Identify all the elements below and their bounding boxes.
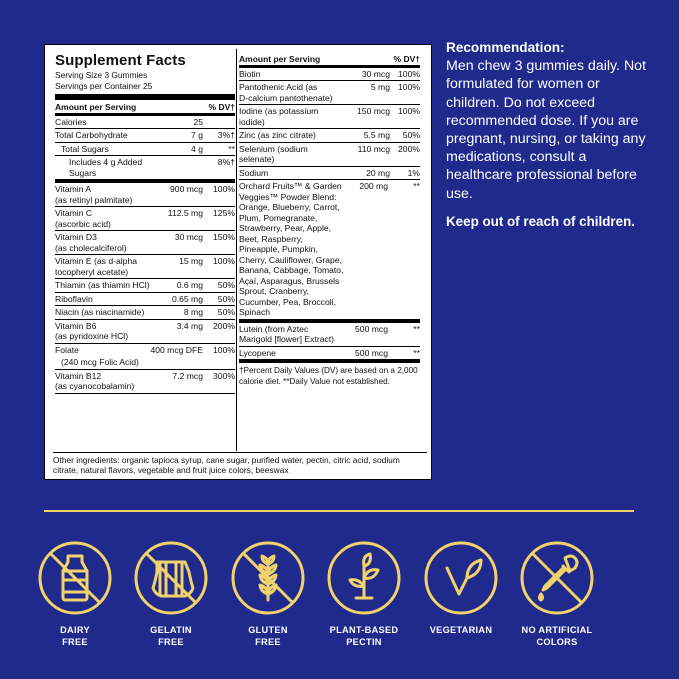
nutrient-name: Pantothenic Acid (as D-calcium pantothenate): [239, 82, 333, 103]
nutrient-row: [55, 293, 235, 306]
amount-header-right: [239, 53, 420, 65]
nutrient-name: Vitamin D3 (as cholecalciferol): [55, 232, 127, 253]
nutrient-amount: 5.5 mg: [363, 130, 390, 141]
nutrient-name: Vitamin B12 (as cyanocobalamin): [55, 370, 135, 392]
nutrient-amount: 5 mg: [370, 82, 390, 93]
nutrient-dv: **: [413, 347, 420, 358]
nutrient-name: Lutein (from Aztec Marigold [flower] Extract): [239, 323, 335, 345]
sprout-icon: [326, 540, 402, 616]
nutrient-dv: **: [228, 143, 235, 154]
badge-label: GELATIN FREE: [150, 625, 192, 647]
recommendation-block: [446, 39, 656, 203]
nutrient-row: [55, 156, 235, 183]
badge-dairy-free: [35, 540, 115, 648]
nutrient-amount: 150 mcg: [357, 106, 390, 117]
badge-vegetarian: [421, 540, 501, 637]
badge-label: DAIRY FREE: [60, 625, 90, 647]
nutrient-amount: 3.4 mg: [176, 320, 203, 331]
left-nutrient-rows: [55, 116, 235, 394]
nutrient-dv: 50%: [217, 307, 235, 318]
nutrient-dv: 100%: [213, 184, 235, 195]
nutrient-row: [55, 143, 235, 156]
facts-left-column: [55, 53, 235, 394]
nutrient-amount: 7.2 mcg: [172, 370, 203, 381]
nutrient-name: Vitamin B6 (as pyridoxine HCl): [55, 320, 129, 342]
supplement-facts-panel: [44, 44, 432, 480]
dv-footnote: †Percent Daily Values (DV) are based on a 2,000 calorie diet. **Daily Value not established.: [239, 366, 418, 386]
keep-out-of-reach-warning: Keep out of reach of children.: [446, 214, 635, 229]
nutrient-dv: 1%: [407, 167, 420, 178]
nutrient-row: [239, 129, 420, 142]
serving-size: Serving Size 3 Gummies: [55, 70, 148, 80]
nutrient-name: Vitamin C (ascorbic acid): [55, 208, 111, 229]
amount-per-serving-label: Amount per Serving: [55, 101, 137, 112]
nutrient-row: [55, 320, 235, 344]
nutrient-name: Riboflavin: [55, 293, 93, 304]
nutrient-row: [55, 207, 235, 231]
dropper-crossed-icon: [519, 540, 595, 616]
badge-label: PLANT-BASED PECTIN: [329, 625, 399, 647]
badge-label: NO ARTIFICIAL COLORS: [521, 625, 593, 647]
nutrient-name: Total Sugars: [61, 143, 109, 154]
nutrient-row: [55, 279, 235, 292]
nutrient-dv: 100%: [398, 106, 420, 117]
thick-rule: [55, 94, 235, 100]
nutrient-dv: 50%: [217, 280, 235, 291]
nutrient-row: [55, 183, 235, 207]
nutrient-row: [239, 81, 420, 105]
badge-plant-based-pectin: [324, 540, 404, 648]
nutrient-name: Sodium: [239, 167, 269, 178]
nutrient-name: Biotin: [239, 69, 261, 79]
right-nutrient-rows-2: [239, 323, 420, 363]
nutrient-row: [55, 255, 235, 279]
badge-label: VEGETARIAN: [429, 625, 493, 635]
nutrient-row: [55, 306, 235, 319]
blend-name: Orchard Fruits™ & Garden Veggies™ Powder Blend: Orange, Blueberry, Carrot, Plum, Pomegranate, Strawberry, Pear, Apple, Beet, Raspberry, Pineapple, Pumpkin, Cherry, Cauliflower, Grape, Banana, Cabbage, Tomato, Açaí, Asparagus, Brussels Sprout, Cranberry, Cucumber, Pea, Broccoli, Spinach: [239, 181, 344, 318]
other-ingredients: Other ingredients: organic tapioca syrup, cane sugar, purified water, pectin, citric acid, sodium citrate, natural flavors, vegetable and fruit juice colors, beeswax: [53, 452, 427, 475]
nutrient-name: Calories: [55, 117, 87, 127]
nutrient-row: [55, 356, 235, 369]
recommendation-body: Men chew 3 gummies daily. Not formulated for women or children. Do not exceed recommended dose. If you are pregnant, nursing, or taking any medications, consult a healthcare professional before use.: [446, 58, 647, 202]
column-divider: [236, 49, 237, 451]
badge-gelatin-free: [131, 540, 211, 648]
nutrient-row: [55, 370, 235, 394]
nutrient-row: [55, 129, 235, 142]
nutrient-dv: **: [413, 323, 420, 334]
nutrient-row: [55, 116, 235, 129]
servings-per-container: Servings per Container 25: [55, 81, 153, 91]
nutrient-amount: 4 g: [191, 143, 203, 154]
nutrient-row: [55, 344, 235, 356]
blend-amount: 200 mg: [359, 181, 388, 192]
nutrient-row: [239, 167, 420, 180]
nutrient-amount: 30 mcg: [361, 69, 390, 79]
nutrient-name: Niacin (as niacinamide): [55, 307, 145, 318]
nutrient-amount: 15 mg: [179, 256, 203, 267]
milk-bottle-crossed-icon: [37, 540, 113, 616]
nutrient-name: Vitamin A (as retinyl palmitate): [55, 184, 133, 205]
nutrient-name: Thiamin (as thiamin HCl): [55, 280, 150, 291]
nutrient-row: [239, 143, 420, 167]
badge-gluten-free: [228, 540, 308, 648]
wheat-crossed-icon: [230, 540, 306, 616]
nutrient-name: Iodine (as potassium iodide): [239, 106, 319, 127]
nutrient-dv: 100%: [398, 82, 420, 93]
facts-title: Supplement Facts: [55, 52, 186, 69]
vegetarian-v-leaf-icon: [423, 540, 499, 616]
nutrient-amount: 25: [193, 117, 203, 127]
nutrient-dv: 150%: [213, 232, 235, 243]
facts-right-column: [239, 53, 420, 387]
nutrient-name: Lycopene: [239, 347, 276, 358]
nutrient-dv: 3%†: [217, 130, 235, 141]
nutrient-name: (240 mcg Folic Acid): [61, 357, 139, 368]
blend-dv: **: [413, 181, 420, 192]
nutrient-dv: 100%: [213, 256, 235, 267]
nutrient-dv: 50%: [402, 130, 420, 141]
nutrient-amount: 0.65 mg: [171, 293, 203, 304]
nutrient-dv: 8%†: [217, 157, 235, 168]
nutrient-amount: 30 mcg: [174, 232, 203, 243]
nutrient-row: [239, 323, 420, 347]
dv-header-label-right: % DV†: [393, 53, 420, 64]
nutrient-dv: 100%: [213, 344, 235, 355]
nutrient-amount: 8 mg: [183, 307, 203, 318]
gold-divider: [44, 510, 634, 512]
nutrient-dv: 50%: [217, 293, 235, 304]
nutrient-row: [239, 105, 420, 129]
nutrient-name: Total Carbohydrate: [55, 130, 128, 141]
nutrient-amount: 500 mcg: [355, 323, 388, 334]
nutrient-dv: 125%: [213, 208, 235, 219]
nutrient-dv: 300%: [213, 370, 235, 381]
powder-blend-row: [239, 180, 420, 322]
nutrient-amount: 900 mcg: [170, 184, 203, 195]
amount-header: [55, 101, 235, 113]
badge-label: GLUTEN FREE: [248, 625, 288, 647]
badge-no-artificial-colors: [517, 540, 597, 648]
nutrient-row: [55, 231, 235, 255]
nutrient-dv: 100%: [398, 69, 420, 79]
nutrient-amount: 500 mcg: [355, 347, 388, 358]
nutrient-name: Folate: [55, 344, 79, 355]
nutrient-amount: 20 mg: [366, 167, 390, 178]
right-nutrient-rows: [239, 68, 420, 180]
recommendation-title: Recommendation:: [446, 40, 565, 55]
nutrient-name: Zinc (as zinc citrate): [239, 130, 316, 141]
nutrient-row: [239, 68, 420, 81]
nutrient-amount: 400 mcg DFE: [150, 344, 203, 355]
amount-per-serving-label-right: Amount per Serving: [239, 53, 321, 64]
nutrient-name: Vitamin E (as d-alpha tocopheryl acetate): [55, 256, 138, 277]
nutrient-name: Includes 4 g Added Sugars: [69, 157, 143, 178]
dv-header-label: % DV†: [208, 101, 235, 112]
nutrient-amount: 7 g: [191, 130, 203, 141]
nutrient-amount: 0.6 mg: [176, 280, 203, 291]
nutrient-name: Selenium (sodium selenate): [239, 143, 308, 165]
nutrient-dv: 200%: [213, 320, 235, 331]
gelatin-mold-crossed-icon: [133, 540, 209, 616]
nutrient-amount: 110 mcg: [357, 143, 390, 154]
nutrient-row: [239, 347, 420, 363]
nutrient-amount: 112.5 mg: [167, 208, 203, 219]
nutrient-dv: 200%: [398, 143, 420, 154]
